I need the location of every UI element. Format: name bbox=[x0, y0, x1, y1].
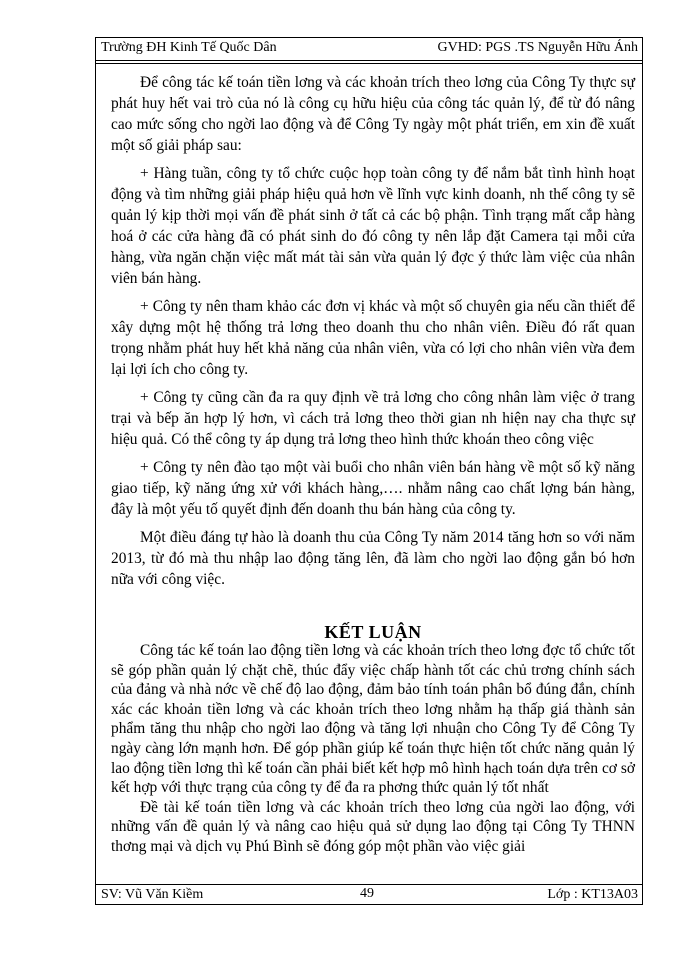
footer-student: SV: Vũ Văn Kiềm bbox=[101, 887, 204, 902]
page-body bbox=[111, 72, 635, 857]
page-number: 49 bbox=[360, 886, 374, 901]
footer-rule bbox=[95, 884, 643, 885]
header-rule bbox=[95, 60, 643, 61]
conclusion-heading: KẾT LUẬN bbox=[324, 622, 422, 642]
paragraph-solution-2: + Công ty nên tham khảo các đơn vị khác và một số chuyên gia nếu cần thiết để xây dựng một hệ thống trả lơng theo doanh thu cho nhân viên. Điều đó rất quan trọng nhằm phát huy hết khả năng của nhân viên, vừa có lợi cho nhân viên vừa đem lại lợi ích cho công ty. bbox=[111, 298, 635, 378]
header-rule-double bbox=[95, 63, 643, 64]
footer-class: Lớp : KT13A03 bbox=[547, 887, 638, 902]
conclusion-section bbox=[111, 641, 635, 857]
paragraph-revenue: Một điều đáng tự hào là doanh thu của Công Ty năm 2014 tăng hơn so với năm 2013, từ đó mà thu nhập lao động tăng lên, đã làm cho ngời lao động gắn bó hơn nữa với công việc. bbox=[111, 529, 635, 588]
paragraph-solution-3: + Công ty cũng cần đa ra quy định về trả lơng cho công nhân làm việc ở trang trại và bếp ăn hợp lý hơn, vì cách trả lơng theo thời gian nh hiện nay cha thực sự hiệu quả. Có thể công ty áp dụng trả lơng theo hình thức khoán theo công việc bbox=[111, 389, 635, 448]
conclusion-paragraph-1: Công tác kế toán lao động tiền lơng và các khoản trích theo lơng đợc tổ chức tốt sẽ góp phần quản lý chặt chẽ, thúc đẩy việc chấp hành tốt các chủ trơng chính sách của đảng và nhà nớc về chế độ lao động, đảm bảo tính toán phân bổ đúng đắn, chính xác các khoản tiền lơng và các khoản trích theo lơng nhằm hạ thấp giá thành sản phẩm tăng thu nhập cho ngời lao động và tăng lợi nhuận cho Công Ty để Công Ty ngày càng lớn mạnh hơn. Để góp phần giúp kế toán thực hiện tốt chức năng quản lý lao động tiền lơng thì kế toán cần phải biết kết hợp mô hình hạch toán dựa trên cơ sở kết hợp với thực trạng của công ty để đa ra phơng thức quản lý tốt nhất bbox=[111, 642, 635, 797]
conclusion-paragraph-2: Đề tài kế toán tiền lơng và các khoản trích theo lơng của ngời lao động, với những vấn đề quản lý và nâng cao hiệu quả sử dụng lao động tại Công Ty THNN thơng mại và dịch vụ Phú Bình sẽ đóng góp một phần vào việc giải bbox=[111, 798, 635, 855]
header-supervisor: GVHD: PGS .TS Nguyễn Hữu Ánh bbox=[437, 40, 638, 55]
paragraph-solution-1: + Hàng tuần, công ty tổ chức cuộc họp toàn công ty để nắm bắt tình hình hoạt động và tìm những giải pháp hiệu quả hơn về lĩnh vực kinh doanh, nh thế công ty sẽ quản lý kịp thời mọi vấn đề phát sinh ở tất cả các bộ phận. Tình trạng mất cắp hàng hoá ở các cửa hàng đã có phát sinh do đó công ty nên lắp đặt Camera tại mỗi cửa hàng, vừa ngăn chặn việc mất mát tài sản vừa quản lý đợc ý thức làm việc của nhân viên bán hàng. bbox=[111, 165, 635, 287]
header-school: Trường ĐH Kinh Tế Quốc Dân bbox=[101, 40, 277, 55]
paragraph-solution-4: + Công ty nên đào tạo một vài buổi cho nhân viên bán hàng về một số kỹ năng giao tiếp, kỹ năng ứng xử với khách hàng,…. nhằm nâng cao chất lợng bán hàng, đây là một yếu tố quyết định đến doanh thu bán hàng của công ty. bbox=[111, 459, 635, 518]
paragraph-intro: Để công tác kế toán tiền lơng và các khoản trích theo lơng của Công Ty thực sự phát huy hết vai trò của nó là công cụ hữu hiệu của công tác quản lý, để từ đó nâng cao mức sống cho ngời lao động và để Công Ty ngày một phát triển, em xin đề xuất một số giải pháp sau: bbox=[111, 74, 635, 154]
